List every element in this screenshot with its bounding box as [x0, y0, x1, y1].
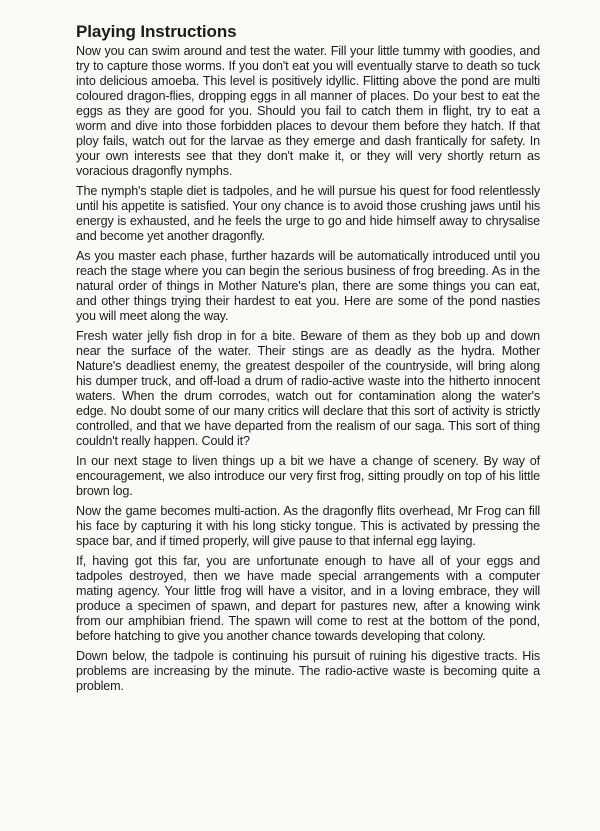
document-title: Playing Instructions: [76, 22, 237, 41]
paragraph-6: Now the game becomes multi-action. As the dragonfly flits overhead, Mr Frog can fill his face by capturing it with his long sticky tongue. This is activated by pressing the space bar, and if timed properly, will give pause to that infernal egg laying.: [76, 504, 540, 548]
paragraph-5: In our next stage to liven things up a bit we have a change of scenery. By way of encouragement, we also introduce our very first frog, sitting proudly on top of his little brown log.: [76, 454, 540, 498]
document-page: [76, 22, 540, 694]
paragraph-2: The nymph's staple diet is tadpoles, and he will pursue his quest for food relentlessly until his appetite is satisfied. Your ony chance is to avoid those crushing jaws until his energy is exhausted, and he feels the urge to go and hide himself away to chrysalise and become yet another dragonfly.: [76, 184, 540, 243]
paragraph-3: As you master each phase, further hazards will be automatically introduced until you reach the stage where you can begin the serious business of frog breeding. As in the natural order of things in Mother Nature's plan, there are some things you can eat, and other things trying their hardest to eat you. Here are some of the pond nasties you will meet along the way.: [76, 249, 540, 323]
paragraph-4: Fresh water jelly fish drop in for a bite. Beware of them as they bob up and down near the surface of the water. Their stings are as deadly as the hydra. Mother Nature's deadliest enemy, the greatest despoiler of the countryside, will bring along his dumper truck, and off-load a drum of radio-active waste into the hitherto innocent waters. When the drum corrodes, watch out for contamination along the water's edge. No doubt some of our many critics will declare that this sort of activity is strictly controlled, and that we have departed from the realism of our saga. This sort of thing couldn't really happen. Could it?: [76, 329, 540, 448]
paragraph-8: Down below, the tadpole is continuing his pursuit of ruining his digestive tracts. His problems are increasing by the minute. The radio-active waste is becoming quite a problem.: [76, 649, 540, 693]
paragraph-7: If, having got this far, you are unfortunate enough to have all of your eggs and tadpoles destroyed, then we have made special arrangements with a computer mating agency. Your little frog will have a visitor, and in a loving embrace, they will produce a specimen of spawn, and depart for pastures new, after a knowing wink from our amphibian friend. The spawn will come to rest at the bottom of the pond, before hatching to give you another chance towards developing that colony.: [76, 554, 540, 643]
paragraph-1: Now you can swim around and test the water. Fill your little tummy with goodies, and try to capture those worms. If you don't eat you will eventually starve to death so tuck into delicious amoeba. This level is positively idyllic. Flitting above the pond are multi coloured dragon-flies, dropping eggs in all manner of places. Do your best to eat the eggs as they are good for you. Should you fail to catch them in flight, try to eat a worm and dive into those forbidden places to devour them before they hatch. If that ploy fails, watch out for the larvae as they emerge and dash frantically for safety. In your own interests see that they don't make it, or they will very shortly return as voracious dragonfly nymphs.: [76, 44, 540, 178]
